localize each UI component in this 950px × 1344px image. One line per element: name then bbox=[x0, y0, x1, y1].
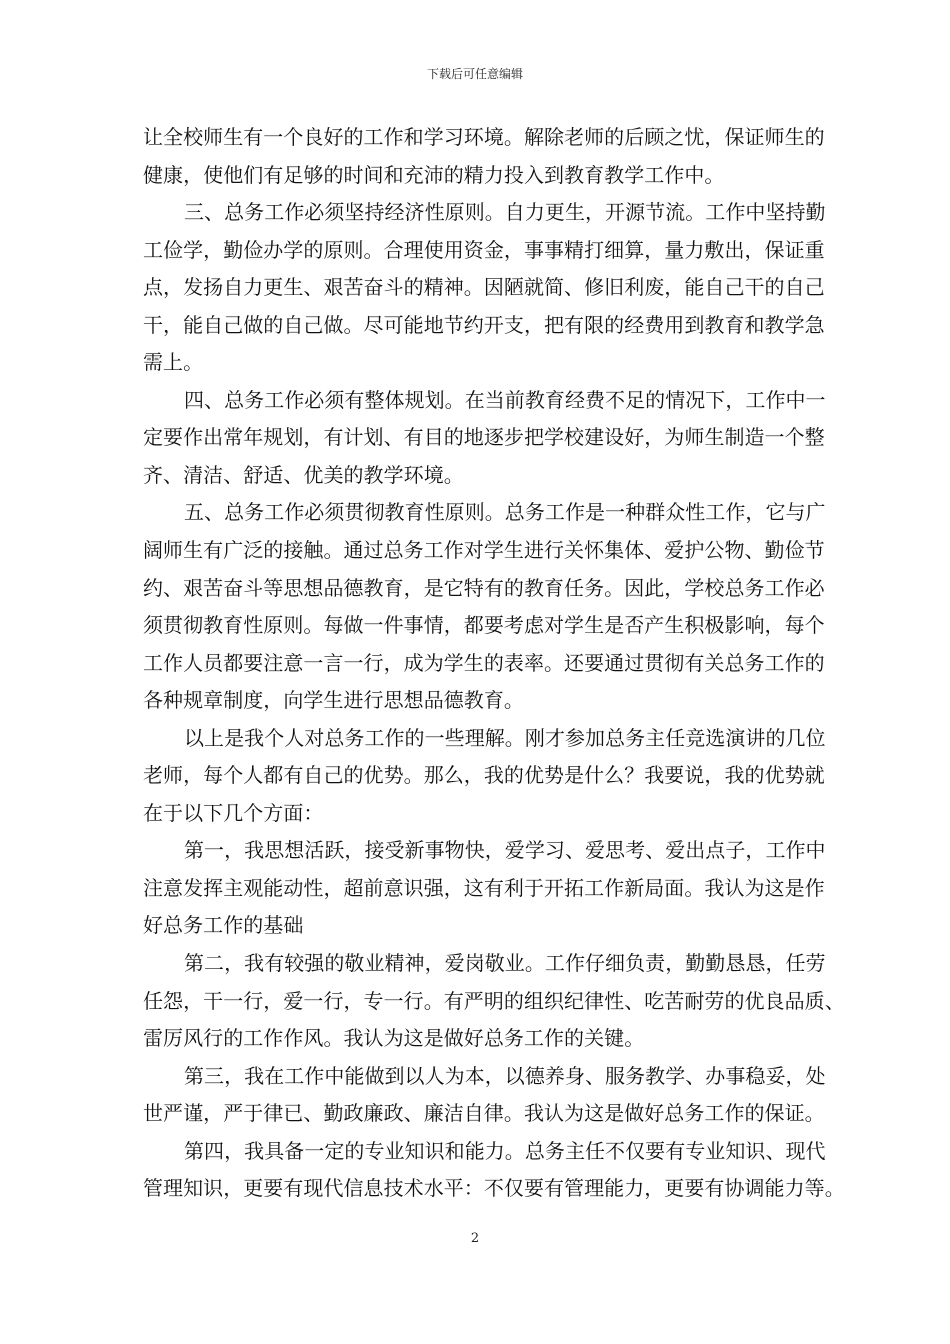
text-line: 第三，我在工作中能做到以人为本，以德养身、服务教学、办事稳妥，处 bbox=[184, 1063, 826, 1088]
text-line: 工作人员都要注意一言一行，成为学生的表率。还要通过贯彻有关总务工作的 bbox=[143, 650, 825, 675]
text-line: 任怨，干一行，爱一行，专一行。有严明的组织纪律性、吃苦耐劳的优良品质、 bbox=[143, 988, 845, 1013]
text-line: 老师，每个人都有自己的优势。那么，我的优势是什么？我要说，我的优势就 bbox=[143, 763, 825, 788]
text-line: 第四，我具备一定的专业知识和能力。总务主任不仅要有专业知识、现代 bbox=[184, 1138, 826, 1163]
text-line: 各种规章制度，向学生进行思想品德教育。 bbox=[143, 688, 524, 713]
text-line: 工俭学，勤俭办学的原则。合理使用资金，事事精打细算，量力敷出，保证重 bbox=[143, 237, 825, 262]
text-line: 干，能自己做的自己做。尽可能地节约开支，把有限的经费用到教育和教学急 bbox=[143, 312, 825, 337]
text-line: 世严谨，严于律已、勤政廉政、廉洁自律。我认为这是做好总务工作的保证。 bbox=[143, 1101, 825, 1126]
page-header: 下载后可任意编辑 bbox=[426, 67, 523, 81]
text-line: 五、总务工作必须贯彻教育性原则。总务工作是一种群众性工作，它与广 bbox=[184, 500, 826, 525]
text-line: 阔师生有广泛的接触。通过总务工作对学生进行关怀集体、爱护公物、勤俭节 bbox=[143, 538, 825, 563]
text-line: 在于以下几个方面： bbox=[143, 800, 324, 825]
text-line: 齐、清洁、舒适、优美的教学环境。 bbox=[143, 462, 464, 487]
text-line: 让全校师生有一个良好的工作和学习环境。解除老师的后顾之忧，保证师生的 bbox=[143, 125, 825, 149]
text-line: 注意发挥主观能动性，超前意识强，这有利于开拓工作新局面。我认为这是作 bbox=[143, 875, 825, 900]
text-line: 第二，我有较强的敬业精神，爱岗敬业。工作仔细负责，勤勤恳恳，任劳 bbox=[184, 951, 826, 976]
text-line: 管理知识，更要有现代信息技术水平：不仅要有管理能力，更要有协调能力等。 bbox=[143, 1176, 845, 1201]
text-line: 需上。 bbox=[143, 350, 204, 375]
text-line: 三、总务工作必须坚持经济性原则。自力更生，开源节流。工作中坚持勤 bbox=[184, 200, 826, 225]
text-line: 定要作出常年规划，有计划、有目的地逐步把学校建设好，为师生制造一个整 bbox=[143, 425, 825, 450]
text-line: 雷厉风行的工作作风。我认为这是做好总务工作的关键。 bbox=[143, 1026, 645, 1051]
text-line: 以上是我个人对总务工作的一些理解。刚才参加总务主任竞选演讲的几位 bbox=[184, 725, 826, 750]
text-line: 健康，使他们有足够的时间和充沛的精力投入到教育教学工作中。 bbox=[143, 162, 725, 187]
text-line: 四、总务工作必须有整体规划。在当前教育经费不足的情况下，工作中一 bbox=[184, 387, 826, 412]
page-number: 2 bbox=[470, 1231, 480, 1246]
text-line: 点，发扬自力更生、艰苦奋斗的精神。因陋就简、修旧利废，能自己干的自己 bbox=[143, 275, 825, 300]
text-line: 第一，我思想活跃，接受新事物快，爱学习、爱思考、爱出点子，工作中 bbox=[184, 838, 826, 863]
text-line: 约、艰苦奋斗等思想品德教育，是它特有的教育任务。因此，学校总务工作必 bbox=[143, 575, 825, 600]
text-line: 须贯彻教育性原则。每做一件事情，都要考虑对学生是否产生积极影响，每个 bbox=[143, 613, 825, 638]
document-body bbox=[143, 119, 845, 1208]
text-line: 好总务工作的基础 bbox=[143, 913, 304, 938]
